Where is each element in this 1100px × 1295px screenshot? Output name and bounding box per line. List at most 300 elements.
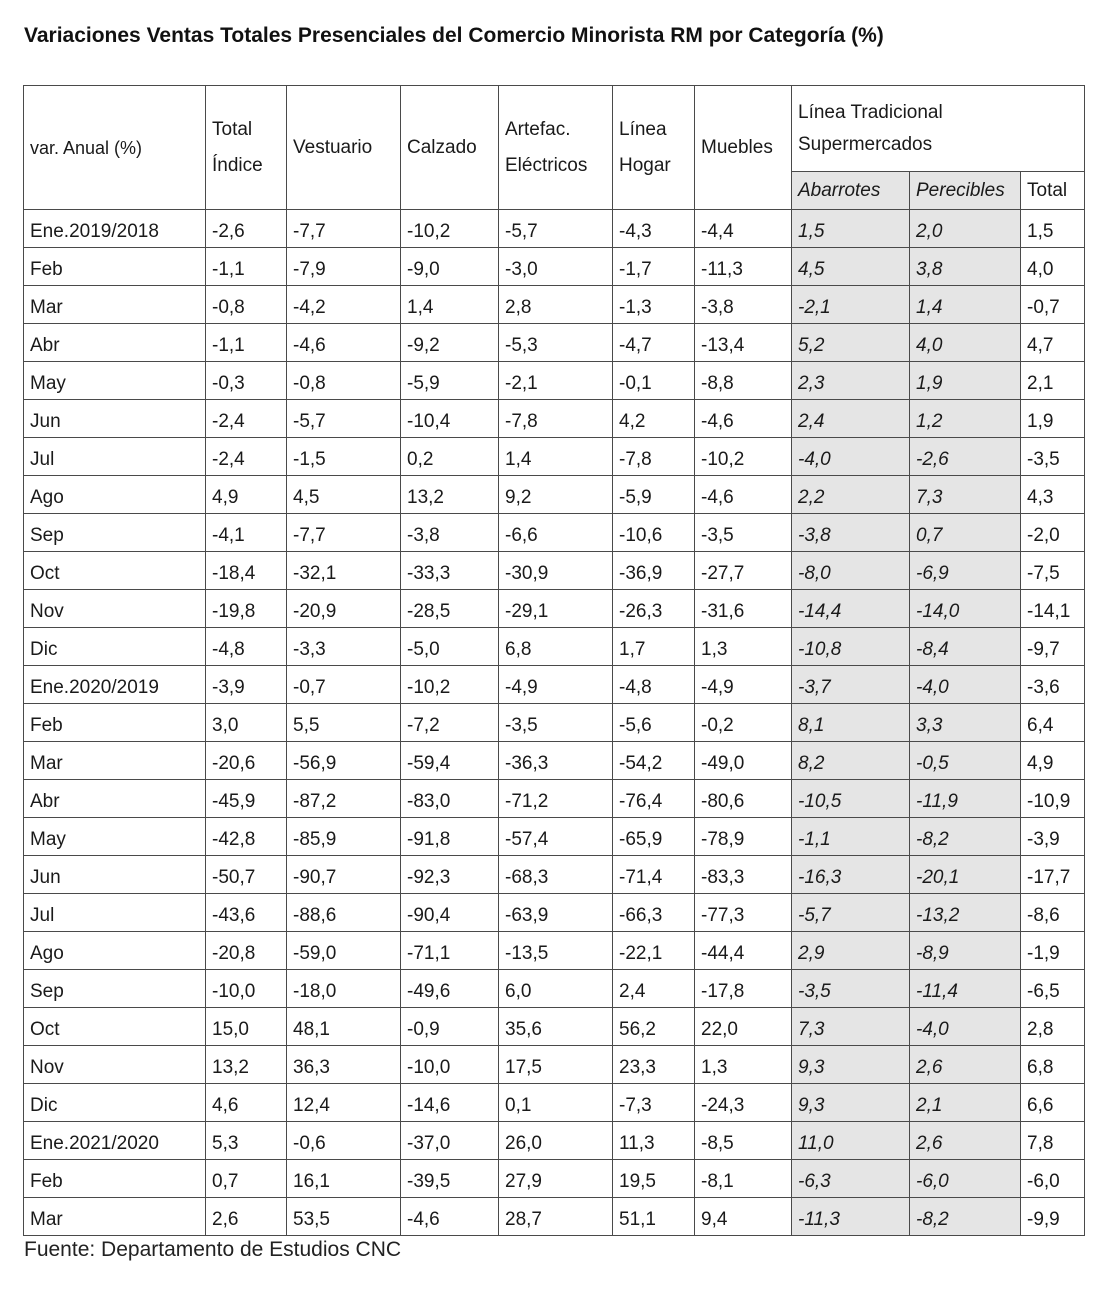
row-label: Feb	[24, 704, 206, 742]
table-row	[24, 514, 1085, 552]
row-label: Sep	[24, 514, 206, 552]
row-label: Dic	[24, 1084, 206, 1122]
table-row	[24, 1008, 1085, 1046]
table-cell: -2,4	[206, 438, 287, 476]
row-label: Mar	[24, 742, 206, 780]
column-header-linea-hogar	[613, 86, 695, 210]
table-row	[24, 590, 1085, 628]
table-cell: -6,3	[792, 1160, 910, 1198]
table-cell: -44,4	[695, 932, 792, 970]
table-row	[24, 1084, 1085, 1122]
group-header-line: Supermercados	[798, 133, 933, 155]
table-row	[24, 438, 1085, 476]
table-cell: -71,4	[613, 856, 695, 894]
table-cell: -54,2	[613, 742, 695, 780]
row-label: Oct	[24, 552, 206, 590]
table-cell: 2,0	[910, 210, 1021, 248]
table-cell: -1,3	[613, 286, 695, 324]
table-cell: 13,2	[401, 476, 499, 514]
table-cell: 4,3	[1021, 476, 1085, 514]
group-header-linea-tradicional-supermercados	[792, 86, 1085, 172]
row-label: Abr	[24, 324, 206, 362]
table-cell: -77,3	[695, 894, 792, 932]
table-cell: -66,3	[613, 894, 695, 932]
column-header-line: Eléctricos	[505, 154, 588, 176]
table-cell: -10,2	[401, 210, 499, 248]
table-cell: -56,9	[287, 742, 401, 780]
table-cell: 5,3	[206, 1122, 287, 1160]
table-cell: -4,0	[792, 438, 910, 476]
table-cell: -8,4	[910, 628, 1021, 666]
table-cell: -5,7	[499, 210, 613, 248]
table-row	[24, 400, 1085, 438]
source-note: Fuente: Departamento de Estudios CNC	[24, 1238, 402, 1261]
table-cell: -4,0	[910, 1008, 1021, 1046]
row-label: Dic	[24, 628, 206, 666]
table-cell: 4,0	[910, 324, 1021, 362]
table-cell: -14,6	[401, 1084, 499, 1122]
table-cell: -4,6	[401, 1198, 499, 1236]
table-cell: -3,5	[1021, 438, 1085, 476]
table-cell: -68,3	[499, 856, 613, 894]
table-cell: -5,9	[613, 476, 695, 514]
table-cell: -5,9	[401, 362, 499, 400]
table-row	[24, 1198, 1085, 1236]
table-cell: -39,5	[401, 1160, 499, 1198]
table-cell: 8,2	[792, 742, 910, 780]
table-cell: -4,2	[287, 286, 401, 324]
table-cell: 0,7	[910, 514, 1021, 552]
table-cell: -4,1	[206, 514, 287, 552]
table-cell: -2,6	[206, 210, 287, 248]
table-cell: -85,9	[287, 818, 401, 856]
table-cell: -22,1	[613, 932, 695, 970]
table-cell: -4,4	[695, 210, 792, 248]
table-cell: 15,0	[206, 1008, 287, 1046]
table-cell: -7,9	[287, 248, 401, 286]
table-cell: -10,9	[1021, 780, 1085, 818]
row-label: Sep	[24, 970, 206, 1008]
table-cell: 3,3	[910, 704, 1021, 742]
table-cell: 23,3	[613, 1046, 695, 1084]
table-cell: -42,8	[206, 818, 287, 856]
table-cell: 28,7	[499, 1198, 613, 1236]
row-label: Mar	[24, 286, 206, 324]
table-row	[24, 818, 1085, 856]
table-cell: -18,4	[206, 552, 287, 590]
table-cell: 51,1	[613, 1198, 695, 1236]
table-cell: -4,6	[695, 400, 792, 438]
table-cell: 13,2	[206, 1046, 287, 1084]
table-cell: 2,3	[792, 362, 910, 400]
table-cell: -3,5	[499, 704, 613, 742]
table-cell: -88,6	[287, 894, 401, 932]
table-cell: -11,9	[910, 780, 1021, 818]
table-cell: 16,1	[287, 1160, 401, 1198]
table-cell: -50,7	[206, 856, 287, 894]
table-cell: -7,2	[401, 704, 499, 742]
table-cell: -2,1	[792, 286, 910, 324]
table-cell: -59,4	[401, 742, 499, 780]
table-cell: 1,3	[695, 628, 792, 666]
row-label: Ene.2020/2019	[24, 666, 206, 704]
table-row	[24, 628, 1085, 666]
table-cell: -29,1	[499, 590, 613, 628]
table-cell: 7,3	[792, 1008, 910, 1046]
table-cell: 1,9	[1021, 400, 1085, 438]
table-cell: -13,2	[910, 894, 1021, 932]
table-cell: 4,7	[1021, 324, 1085, 362]
table-cell: -1,1	[206, 324, 287, 362]
table-row	[24, 210, 1085, 248]
table-cell: -8,5	[695, 1122, 792, 1160]
table-cell: -5,3	[499, 324, 613, 362]
table-cell: -4,9	[499, 666, 613, 704]
table-cell: 19,5	[613, 1160, 695, 1198]
table-cell: 9,2	[499, 476, 613, 514]
column-header-artefac-electricos	[499, 86, 613, 210]
table-cell: -3,0	[499, 248, 613, 286]
table-row	[24, 894, 1085, 932]
table-body	[24, 210, 1085, 1236]
table-cell: 1,5	[1021, 210, 1085, 248]
table-cell: -7,5	[1021, 552, 1085, 590]
column-header-line: Índice	[212, 154, 263, 176]
table-cell: -0,2	[695, 704, 792, 742]
table-cell: -3,8	[792, 514, 910, 552]
row-label: Oct	[24, 1008, 206, 1046]
table-row	[24, 476, 1085, 514]
column-header-line: Total	[212, 118, 253, 140]
table-cell: -36,3	[499, 742, 613, 780]
table-cell: 2,8	[499, 286, 613, 324]
table-cell: 36,3	[287, 1046, 401, 1084]
table-cell: -7,3	[613, 1084, 695, 1122]
table-cell: -91,8	[401, 818, 499, 856]
sub-column-header-total: Total	[1021, 172, 1085, 210]
column-header-calzado	[401, 86, 499, 210]
table-cell: -8,2	[910, 818, 1021, 856]
table-cell: -45,9	[206, 780, 287, 818]
table-cell: 2,6	[910, 1122, 1021, 1160]
table-cell: -11,3	[792, 1198, 910, 1236]
table-cell: 8,1	[792, 704, 910, 742]
table-cell: -36,9	[613, 552, 695, 590]
table-cell: 5,2	[792, 324, 910, 362]
table-cell: -59,0	[287, 932, 401, 970]
table-cell: 1,4	[910, 286, 1021, 324]
table-cell: -4,0	[910, 666, 1021, 704]
table-cell: -1,9	[1021, 932, 1085, 970]
table-cell: -8,0	[792, 552, 910, 590]
table-cell: -71,2	[499, 780, 613, 818]
table-row	[24, 970, 1085, 1008]
column-header-line: Muebles	[701, 136, 773, 158]
table-cell: -11,3	[695, 248, 792, 286]
table-cell: -9,7	[1021, 628, 1085, 666]
row-label: Jun	[24, 400, 206, 438]
table-row	[24, 932, 1085, 970]
table-cell: -14,0	[910, 590, 1021, 628]
table-cell: 9,3	[792, 1084, 910, 1122]
table-cell: 2,1	[1021, 362, 1085, 400]
table-row	[24, 362, 1085, 400]
table-cell: 2,4	[613, 970, 695, 1008]
table-cell: 53,5	[287, 1198, 401, 1236]
table-cell: -5,0	[401, 628, 499, 666]
table-cell: -90,7	[287, 856, 401, 894]
row-label: Feb	[24, 248, 206, 286]
table-cell: 9,3	[792, 1046, 910, 1084]
table-cell: -2,1	[499, 362, 613, 400]
table-cell: 11,3	[613, 1122, 695, 1160]
table-cell: -26,3	[613, 590, 695, 628]
table-cell: 2,6	[910, 1046, 1021, 1084]
table-cell: -14,1	[1021, 590, 1085, 628]
table-row	[24, 1046, 1085, 1084]
table-cell: 1,3	[695, 1046, 792, 1084]
table-cell: -6,9	[910, 552, 1021, 590]
table-cell: -5,6	[613, 704, 695, 742]
table-cell: -2,4	[206, 400, 287, 438]
table-cell: -8,6	[1021, 894, 1085, 932]
table-cell: 1,7	[613, 628, 695, 666]
table-cell: 1,4	[401, 286, 499, 324]
table-cell: -7,8	[499, 400, 613, 438]
table-cell: -24,3	[695, 1084, 792, 1122]
row-label: Jul	[24, 438, 206, 476]
table-cell: -13,4	[695, 324, 792, 362]
row-label: Jun	[24, 856, 206, 894]
table-cell: 4,6	[206, 1084, 287, 1122]
table-row	[24, 324, 1085, 362]
table-cell: 3,8	[910, 248, 1021, 286]
header-row	[24, 86, 1085, 172]
table-cell: -4,6	[287, 324, 401, 362]
table-cell: -78,9	[695, 818, 792, 856]
table-cell: 5,5	[287, 704, 401, 742]
table-cell: -3,7	[792, 666, 910, 704]
table-cell: -57,4	[499, 818, 613, 856]
table-cell: -10,5	[792, 780, 910, 818]
table-cell: 2,4	[792, 400, 910, 438]
table-cell: 1,5	[792, 210, 910, 248]
table-row	[24, 704, 1085, 742]
row-label: May	[24, 362, 206, 400]
table-cell: -10,2	[695, 438, 792, 476]
table-cell: 27,9	[499, 1160, 613, 1198]
table-cell: -32,1	[287, 552, 401, 590]
row-label: Abr	[24, 780, 206, 818]
table-cell: -18,0	[287, 970, 401, 1008]
table-cell: -17,7	[1021, 856, 1085, 894]
table-cell: 6,8	[1021, 1046, 1085, 1084]
table-cell: -0,8	[287, 362, 401, 400]
table-row	[24, 742, 1085, 780]
table-cell: -2,0	[1021, 514, 1085, 552]
column-header-muebles	[695, 86, 792, 210]
table-cell: -4,8	[613, 666, 695, 704]
row-header-label: var. Anual (%)	[24, 86, 206, 210]
table-cell: -4,7	[613, 324, 695, 362]
table-cell: -10,4	[401, 400, 499, 438]
row-label: Mar	[24, 1198, 206, 1236]
table-cell: -3,9	[1021, 818, 1085, 856]
table-cell: -33,3	[401, 552, 499, 590]
sub-column-header-perecibles: Perecibles	[910, 172, 1021, 210]
table-cell: -10,0	[401, 1046, 499, 1084]
table-cell: -1,5	[287, 438, 401, 476]
table-cell: 6,0	[499, 970, 613, 1008]
table-cell: -6,5	[1021, 970, 1085, 1008]
column-header-line: Vestuario	[293, 136, 373, 158]
table-cell: -3,5	[695, 514, 792, 552]
table-cell: -20,1	[910, 856, 1021, 894]
table-cell: 6,8	[499, 628, 613, 666]
table-cell: -13,5	[499, 932, 613, 970]
table-cell: 26,0	[499, 1122, 613, 1160]
table-cell: -87,2	[287, 780, 401, 818]
table-cell: -1,1	[206, 248, 287, 286]
table-cell: -37,0	[401, 1122, 499, 1160]
table-cell: -6,6	[499, 514, 613, 552]
table-cell: -0,1	[613, 362, 695, 400]
table-row	[24, 552, 1085, 590]
table-cell: -7,8	[613, 438, 695, 476]
table-cell: -65,9	[613, 818, 695, 856]
table-row	[24, 248, 1085, 286]
table-row	[24, 286, 1085, 324]
table-cell: -8,1	[695, 1160, 792, 1198]
page-title: Variaciones Ventas Totales Presenciales del Comercio Minorista RM por Categoría (%)	[24, 24, 884, 47]
column-header-line: Calzado	[407, 136, 477, 158]
table-cell: -0,7	[287, 666, 401, 704]
table-cell: -4,9	[695, 666, 792, 704]
table-cell: 0,7	[206, 1160, 287, 1198]
table-cell: -7,7	[287, 514, 401, 552]
table-cell: -10,8	[792, 628, 910, 666]
table-cell: -2,6	[910, 438, 1021, 476]
table-cell: -49,0	[695, 742, 792, 780]
table-cell: -20,6	[206, 742, 287, 780]
row-label: Ago	[24, 476, 206, 514]
row-label: Ene.2021/2020	[24, 1122, 206, 1160]
table-cell: 11,0	[792, 1122, 910, 1160]
table-cell: 4,9	[206, 476, 287, 514]
table-cell: 2,1	[910, 1084, 1021, 1122]
row-label: Nov	[24, 590, 206, 628]
table-cell: 3,0	[206, 704, 287, 742]
table-cell: -0,9	[401, 1008, 499, 1046]
table-cell: -80,6	[695, 780, 792, 818]
table-cell: -0,7	[1021, 286, 1085, 324]
sales-variation-table	[23, 85, 1085, 1236]
table-cell: -3,3	[287, 628, 401, 666]
table-cell: 4,0	[1021, 248, 1085, 286]
table-cell: -10,6	[613, 514, 695, 552]
column-header-total-indice	[206, 86, 287, 210]
row-label: Jul	[24, 894, 206, 932]
table-cell: 4,5	[287, 476, 401, 514]
table-cell: -4,6	[695, 476, 792, 514]
table-cell: 17,5	[499, 1046, 613, 1084]
table-cell: -19,8	[206, 590, 287, 628]
table-cell: -6,0	[910, 1160, 1021, 1198]
table-cell: -71,1	[401, 932, 499, 970]
table-cell: -20,8	[206, 932, 287, 970]
table-cell: 2,9	[792, 932, 910, 970]
table-cell: 2,2	[792, 476, 910, 514]
row-label: Ene.2019/2018	[24, 210, 206, 248]
table-cell: -6,0	[1021, 1160, 1085, 1198]
table-cell: 12,4	[287, 1084, 401, 1122]
table-cell: 1,4	[499, 438, 613, 476]
table-cell: -83,0	[401, 780, 499, 818]
table-cell: -0,3	[206, 362, 287, 400]
table-cell: 48,1	[287, 1008, 401, 1046]
table-cell: -16,3	[792, 856, 910, 894]
table-cell: -8,9	[910, 932, 1021, 970]
table-cell: -1,1	[792, 818, 910, 856]
row-label: Nov	[24, 1046, 206, 1084]
table-cell: -5,7	[792, 894, 910, 932]
row-label: May	[24, 818, 206, 856]
table-cell: 6,6	[1021, 1084, 1085, 1122]
table-cell: -0,5	[910, 742, 1021, 780]
column-header-line: Hogar	[619, 154, 671, 176]
table-cell: -9,2	[401, 324, 499, 362]
table-cell: 2,6	[206, 1198, 287, 1236]
table-cell: 4,9	[1021, 742, 1085, 780]
table-cell: -3,9	[206, 666, 287, 704]
table-cell: -3,8	[695, 286, 792, 324]
table-cell: -14,4	[792, 590, 910, 628]
table-cell: -10,2	[401, 666, 499, 704]
table-cell: -3,6	[1021, 666, 1085, 704]
table-cell: 35,6	[499, 1008, 613, 1046]
table-cell: -0,6	[287, 1122, 401, 1160]
table-row	[24, 856, 1085, 894]
table-cell: -49,6	[401, 970, 499, 1008]
table-cell: -8,8	[695, 362, 792, 400]
table-cell: 1,9	[910, 362, 1021, 400]
table-cell: 22,0	[695, 1008, 792, 1046]
table-cell: -30,9	[499, 552, 613, 590]
table-cell: -3,8	[401, 514, 499, 552]
table-cell: -27,7	[695, 552, 792, 590]
table-row	[24, 1160, 1085, 1198]
table-cell: -1,7	[613, 248, 695, 286]
table-cell: -3,5	[792, 970, 910, 1008]
table-cell: -5,7	[287, 400, 401, 438]
table-cell: -43,6	[206, 894, 287, 932]
table-cell: -63,9	[499, 894, 613, 932]
table-cell: 4,2	[613, 400, 695, 438]
table-cell: 4,5	[792, 248, 910, 286]
table-cell: 9,4	[695, 1198, 792, 1236]
sub-column-header-abarrotes: Abarrotes	[792, 172, 910, 210]
column-header-line: Línea	[619, 118, 667, 140]
table-cell: -20,9	[287, 590, 401, 628]
table-cell: 1,2	[910, 400, 1021, 438]
table-cell: 6,4	[1021, 704, 1085, 742]
table-cell: -0,8	[206, 286, 287, 324]
table-cell: 7,3	[910, 476, 1021, 514]
table-cell: 2,8	[1021, 1008, 1085, 1046]
table-cell: -83,3	[695, 856, 792, 894]
table-cell: -31,6	[695, 590, 792, 628]
table-cell: -90,4	[401, 894, 499, 932]
